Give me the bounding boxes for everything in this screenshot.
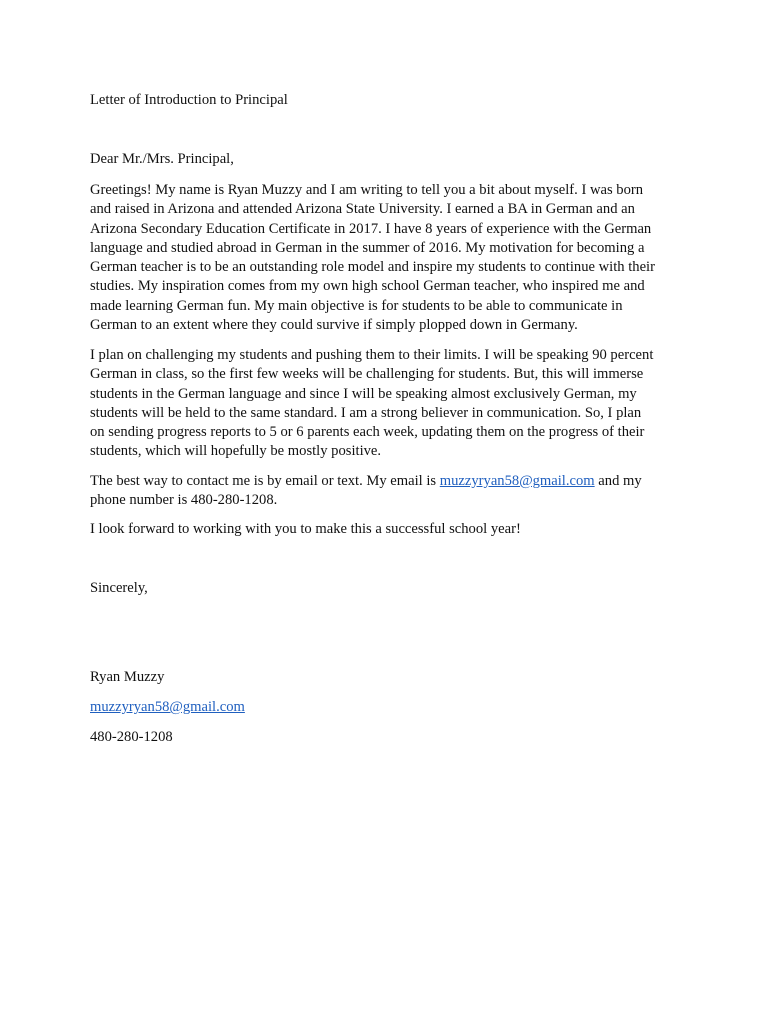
paragraph-line: Greetings! My name is Ryan Muzzy and I am writing to tell you a bit about myself. I was born — [90, 182, 644, 198]
contact-text-after: and my — [594, 473, 642, 489]
email-link[interactable]: muzzyryan58@gmail.com — [439, 473, 595, 489]
paragraph-line: German in class, so the first few weeks will be challenging for students. But, this will immerse — [90, 366, 644, 383]
paragraph-line — [90, 472, 690, 491]
salutation: Dear Mr./Mrs. Principal, — [90, 151, 234, 167]
paragraph-teaching-plan — [90, 346, 690, 462]
paragraph-line: language and studied abroad in German in the summer of 2016. My motivation for becoming a — [90, 239, 645, 256]
signature-email-link[interactable]: muzzyryan58@gmail.com — [90, 699, 245, 715]
paragraph-closing-remark: I look forward to working with you to make this a successful school year! — [90, 521, 521, 537]
paragraph-line: studies. My inspiration comes from my own high school German teacher, who inspired me and — [90, 278, 645, 295]
letter-title: Letter of Introduction to Principal — [90, 92, 288, 108]
paragraph-line: made learning German fun. My main objective is for students to be able to communicate in — [90, 297, 623, 314]
contact-text-before: The best way to contact me is by email or text. My email is — [90, 473, 440, 489]
paragraph-line: phone number is 480-280-1208. — [90, 492, 278, 509]
paragraph-line: Arizona Secondary Education Certificate in 2017. I have 8 years of experience with the German — [90, 220, 652, 237]
signature-name: Ryan Muzzy — [90, 669, 165, 685]
paragraph-line: I plan on challenging my students and pushing them to their limits. I will be speaking 90 percent — [90, 347, 654, 363]
paragraph-line: students will be held to the same standard. I am a strong believer in communication. So, I plan — [90, 404, 642, 421]
paragraph-introduction — [90, 181, 690, 335]
signature-email — [90, 698, 245, 717]
paragraph-contact — [90, 472, 690, 511]
closing: Sincerely, — [90, 580, 148, 596]
signature-phone: 480-280-1208 — [90, 729, 173, 745]
paragraph-line: students in the German language and since I will be speaking almost exclusively German, my — [90, 385, 637, 402]
paragraph-line: students, which will hopefully be mostly positive. — [90, 443, 382, 460]
paragraph-line: German teacher is to be an outstanding role model and inspire my students to continue with their — [90, 259, 655, 276]
paragraph-line: and raised in Arizona and attended Arizona State University. I earned a BA in German and an — [90, 201, 635, 218]
paragraph-line: German to an extent where they could survive if simply plopped down in Germany. — [90, 317, 578, 334]
paragraph-line: on sending progress reports to 5 or 6 parents each week, updating them on the progress of their — [90, 424, 645, 441]
